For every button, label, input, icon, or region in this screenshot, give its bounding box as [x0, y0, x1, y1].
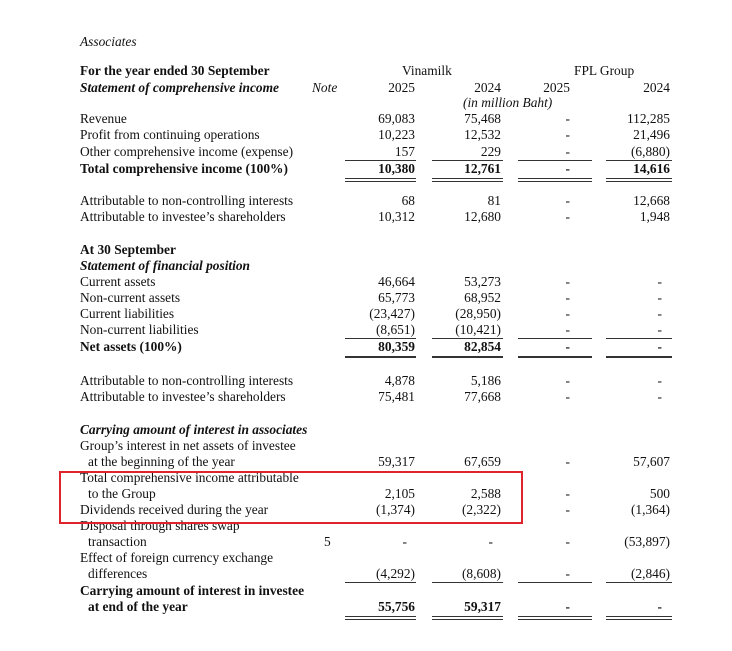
row-label: at the beginning of the year: [88, 454, 235, 469]
cell-value: -: [565, 534, 570, 549]
rule-line: [606, 160, 672, 161]
year-header-2: 2024: [474, 80, 501, 95]
row-label: Effect of foreign currency exchange: [80, 550, 274, 565]
unit-label: (in million Baht): [463, 95, 553, 110]
cell-value: 500: [649, 486, 670, 501]
rule-line: [606, 356, 672, 358]
cell-value: 68,952: [464, 290, 501, 305]
rule-line: [432, 160, 503, 161]
row-label: Group’s interest in net assets of investee: [80, 438, 296, 453]
cell-value: 12,532: [464, 127, 501, 142]
cell-value: 65,773: [378, 290, 415, 305]
cell-value: 59,317: [464, 599, 501, 614]
row-label: at end of the year: [88, 599, 188, 614]
row-label: Current assets: [80, 274, 156, 289]
cell-value: 4,878: [384, 373, 415, 388]
rule-line: [606, 616, 672, 620]
cell-value: (8,651): [375, 322, 415, 337]
cell-value: 57,607: [633, 454, 670, 469]
cell-value: 69,083: [378, 111, 415, 126]
cell-value: 1,948: [639, 209, 670, 224]
cell-value: (10,421): [455, 322, 501, 337]
cell-value: 68: [401, 193, 415, 208]
cell-value: 53,273: [464, 274, 501, 289]
cell-value: -: [565, 127, 570, 142]
row-label: Total comprehensive income attributable: [80, 470, 299, 485]
cell-value: 5,186: [470, 373, 501, 388]
cell-value: 10,312: [378, 209, 415, 224]
row-label: transaction: [88, 534, 147, 549]
cell-value: -: [565, 454, 570, 469]
cell-value: -: [657, 322, 662, 337]
cell-value: (28,950): [455, 306, 501, 321]
row-label: Attributable to non-controlling interests: [80, 193, 294, 208]
note-header: Note: [312, 80, 338, 95]
cell-value: 157: [394, 144, 415, 159]
rule-line: [432, 178, 503, 182]
highlight-box: [59, 471, 523, 524]
rule-line: [345, 356, 416, 358]
row-label: Profit from continuing operations: [80, 127, 260, 142]
cell-value: -: [657, 339, 662, 354]
cell-value: 10,223: [378, 127, 415, 142]
cell-value: -: [565, 502, 570, 517]
cell-value: -: [565, 306, 570, 321]
cell-value: 67,659: [464, 454, 501, 469]
row-label: Current liabilities: [80, 306, 175, 321]
cell-value: -: [565, 389, 570, 404]
row-label: Net assets (100%): [80, 339, 182, 354]
row-label: Disposal through shares swap: [80, 518, 240, 533]
cell-value: 75,481: [378, 389, 415, 404]
cell-value: (2,322): [461, 502, 501, 517]
cell-value: 14,616: [633, 161, 670, 176]
cell-value: -: [565, 322, 570, 337]
cell-value: 2,588: [470, 486, 501, 501]
row-label: to the Group: [88, 486, 156, 501]
cell-value: -: [565, 599, 570, 614]
row-label: At 30 September: [80, 242, 176, 257]
rule-line: [432, 616, 503, 620]
row-label: Non-current liabilities: [80, 322, 199, 337]
cell-value: 2,105: [384, 486, 415, 501]
cell-value: (1,364): [630, 502, 670, 517]
rule-line: [518, 356, 592, 358]
cell-value: 12,761: [464, 161, 501, 176]
cell-value: 55,756: [378, 599, 415, 614]
rule-line: [432, 338, 503, 339]
rule-line: [518, 338, 592, 339]
cell-value: 77,668: [464, 389, 501, 404]
rule-line: [518, 160, 592, 161]
rule-line: [518, 582, 592, 583]
row-label: Other comprehensive income (expense): [80, 144, 294, 159]
row-label: Dividends received during the year: [80, 502, 269, 517]
cell-value: -: [565, 193, 570, 208]
rule-line: [345, 178, 416, 182]
rule-line: [518, 616, 592, 620]
section-title: Associates: [80, 34, 137, 49]
rule-line: [518, 178, 592, 182]
cell-value: -: [565, 274, 570, 289]
cell-value: -: [402, 534, 407, 549]
cell-value: -: [565, 566, 570, 581]
cell-value: (6,880): [630, 144, 670, 159]
cell-value: (8,608): [461, 566, 501, 581]
row-label: Non-current assets: [80, 290, 181, 305]
cell-value: -: [657, 306, 662, 321]
cell-value: -: [488, 534, 493, 549]
year-header-4: 2024: [643, 80, 670, 95]
cell-value: 10,380: [378, 161, 415, 176]
cell-value: -: [657, 274, 662, 289]
cell-value: (1,374): [375, 502, 415, 517]
rule-line: [606, 582, 672, 583]
cell-value: 81: [487, 193, 501, 208]
cell-value: 112,285: [626, 111, 670, 126]
cell-value: -: [565, 144, 570, 159]
row-label: Attributable to investee’s shareholders: [80, 389, 286, 404]
period-label: For the year ended 30 September: [80, 63, 270, 78]
row-label: Carrying amount of interest in investee: [80, 583, 305, 598]
row-label: Attributable to non-controlling interests: [80, 373, 294, 388]
cell-value: 59,317: [378, 454, 415, 469]
row-label: differences: [88, 566, 148, 581]
cell-value: -: [565, 209, 570, 224]
rule-line: [606, 338, 672, 339]
cell-value: 82,854: [464, 339, 501, 354]
cell-value: 75,468: [464, 111, 501, 126]
cell-value: (4,292): [375, 566, 415, 581]
cell-value: (53,897): [624, 534, 670, 549]
cell-value: (2,846): [630, 566, 670, 581]
cell-value: -: [657, 290, 662, 305]
cell-value: -: [565, 161, 570, 176]
cell-value: 12,668: [633, 193, 670, 208]
cell-value: -: [565, 111, 570, 126]
rule-line: [606, 178, 672, 182]
fpl-group-header: FPL Group: [574, 63, 635, 78]
cell-value: -: [565, 290, 570, 305]
cell-value: -: [565, 373, 570, 388]
statement-label: Statement of comprehensive income: [80, 80, 279, 95]
rule-line: [432, 582, 503, 583]
cell-value: -: [565, 486, 570, 501]
row-label: Revenue: [80, 111, 127, 126]
rule-line: [432, 356, 503, 358]
cell-value: 46,664: [378, 274, 415, 289]
note-ref: 5: [324, 534, 331, 549]
cell-value: -: [657, 389, 662, 404]
cell-value: 80,359: [378, 339, 415, 354]
cell-value: -: [565, 339, 570, 354]
row-label: Attributable to investee’s shareholders: [80, 209, 286, 224]
rule-line: [345, 616, 416, 620]
rule-line: [345, 160, 416, 161]
year-header-3: 2025: [543, 80, 570, 95]
cell-value: (23,427): [369, 306, 415, 321]
cell-value: -: [657, 599, 662, 614]
cell-value: 229: [480, 144, 501, 159]
cell-value: 21,496: [633, 127, 670, 142]
cell-value: -: [657, 373, 662, 388]
row-label: Carrying amount of interest in associates: [80, 422, 308, 437]
row-label: Statement of financial position: [80, 258, 251, 273]
vinamilk-header: Vinamilk: [402, 63, 452, 78]
rule-line: [345, 582, 416, 583]
rule-line: [345, 338, 416, 339]
year-header-1: 2025: [388, 80, 415, 95]
cell-value: 12,680: [464, 209, 501, 224]
row-label: Total comprehensive income (100%): [80, 161, 288, 176]
